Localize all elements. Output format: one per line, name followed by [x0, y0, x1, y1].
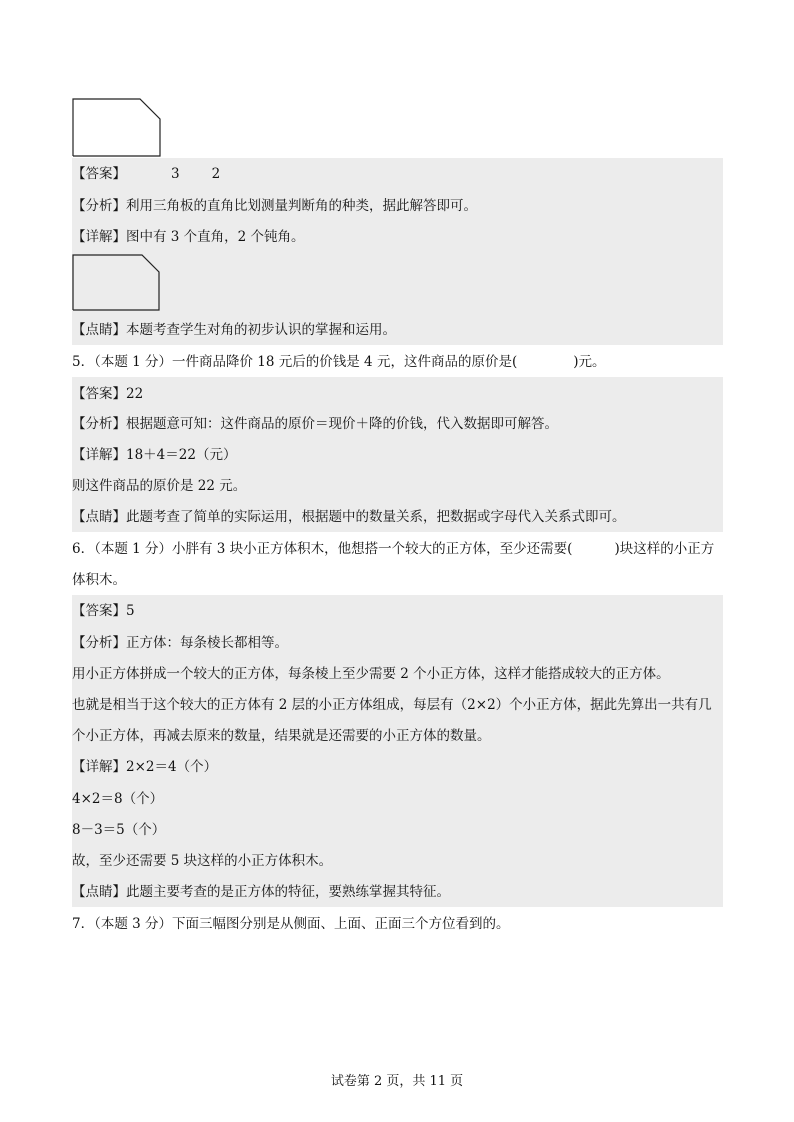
q6-analysis-4: 个小正方体，再减去原来的数量，结果就是还需要的小正方体的数量。: [72, 728, 491, 744]
q6-analysis-2: 用小正方体拼成一个较大的正方体，每条棱上至少需要 2 个小正方体，这样才能搭成较大的正方体。: [72, 666, 670, 682]
q6-detail: 【详解】2×2＝4（个）: [72, 759, 218, 775]
q6-analysis-3: 也就是相当于这个较大的正方体有 2 层的小正方体组成，每层有（2×2）个小正方体，据此先算出一共有几: [72, 697, 712, 713]
q5-detail: 【详解】18＋4＝22（元）: [72, 447, 237, 463]
answer-label: 【答案】: [72, 166, 126, 182]
q4-answer-block: [72, 158, 723, 345]
q6-detail-2: 4×2＝8（个）: [72, 791, 164, 807]
q6-detail-3: 8－3＝5（个）: [72, 822, 166, 838]
answer-value-1: 3: [171, 166, 180, 182]
q5-analysis: 【分析】根据题意可知：这件商品的原价＝现价＋降的价钱，代入数据即可解答。: [72, 416, 558, 432]
q6-comment: 【点睛】此题主要考查的是正方体的特征，要熟练掌握其特征。: [72, 884, 450, 900]
q6-detail-4: 故，至少还需要 5 块这样的小正方体积木。: [72, 853, 333, 869]
q4-detail: 【详解】图中有 3 个直角，2 个钝角。: [72, 229, 305, 245]
q6-question-cont: 体积木。: [72, 572, 126, 588]
q6-question: [72, 540, 714, 558]
q6-answer: 【答案】5: [72, 603, 135, 619]
shape-figure-top: [72, 98, 164, 158]
q5-question-unit: )元。: [573, 354, 606, 370]
q4-comment: 【点睛】本题考查学生对角的初步认识的掌握和运用。: [72, 322, 396, 338]
q7-question: 7．（本题 3 分）下面三幅图分别是从侧面、上面、正面三个方位看到的。: [72, 916, 510, 932]
answer-value-2: 2: [211, 166, 221, 182]
q5-answer: 【答案】22: [72, 386, 144, 402]
q4-analysis: 【分析】利用三角板的直角比划测量判断角的种类，据此解答即可。: [72, 198, 477, 214]
q6-question-text: 6．（本题 1 分）小胖有 3 块小正方体积木，他想搭一个较大的正方体，至少还需要(: [72, 541, 573, 557]
q4-answer: [72, 165, 220, 183]
q5-comment: 【点睛】此题考查了简单的实际运用，根据题中的数量关系，把数据或字母代入关系式即可。: [72, 509, 626, 525]
page-footer: 试卷第 2 页，共 11 页: [330, 1074, 464, 1089]
q6-analysis: 【分析】正方体：每条棱长都相等。: [72, 635, 288, 651]
q5-detail-2: 则这件商品的原价是 22 元。: [72, 478, 247, 494]
q5-question: [72, 353, 606, 371]
q5-question-text: 5．（本题 1 分）一件商品降价 18 元后的价钱是 4 元，这件商品的原价是(: [72, 354, 518, 370]
shape-figure-detail: [72, 254, 164, 314]
q6-question-text-2: )块这样的小正方: [614, 541, 715, 557]
